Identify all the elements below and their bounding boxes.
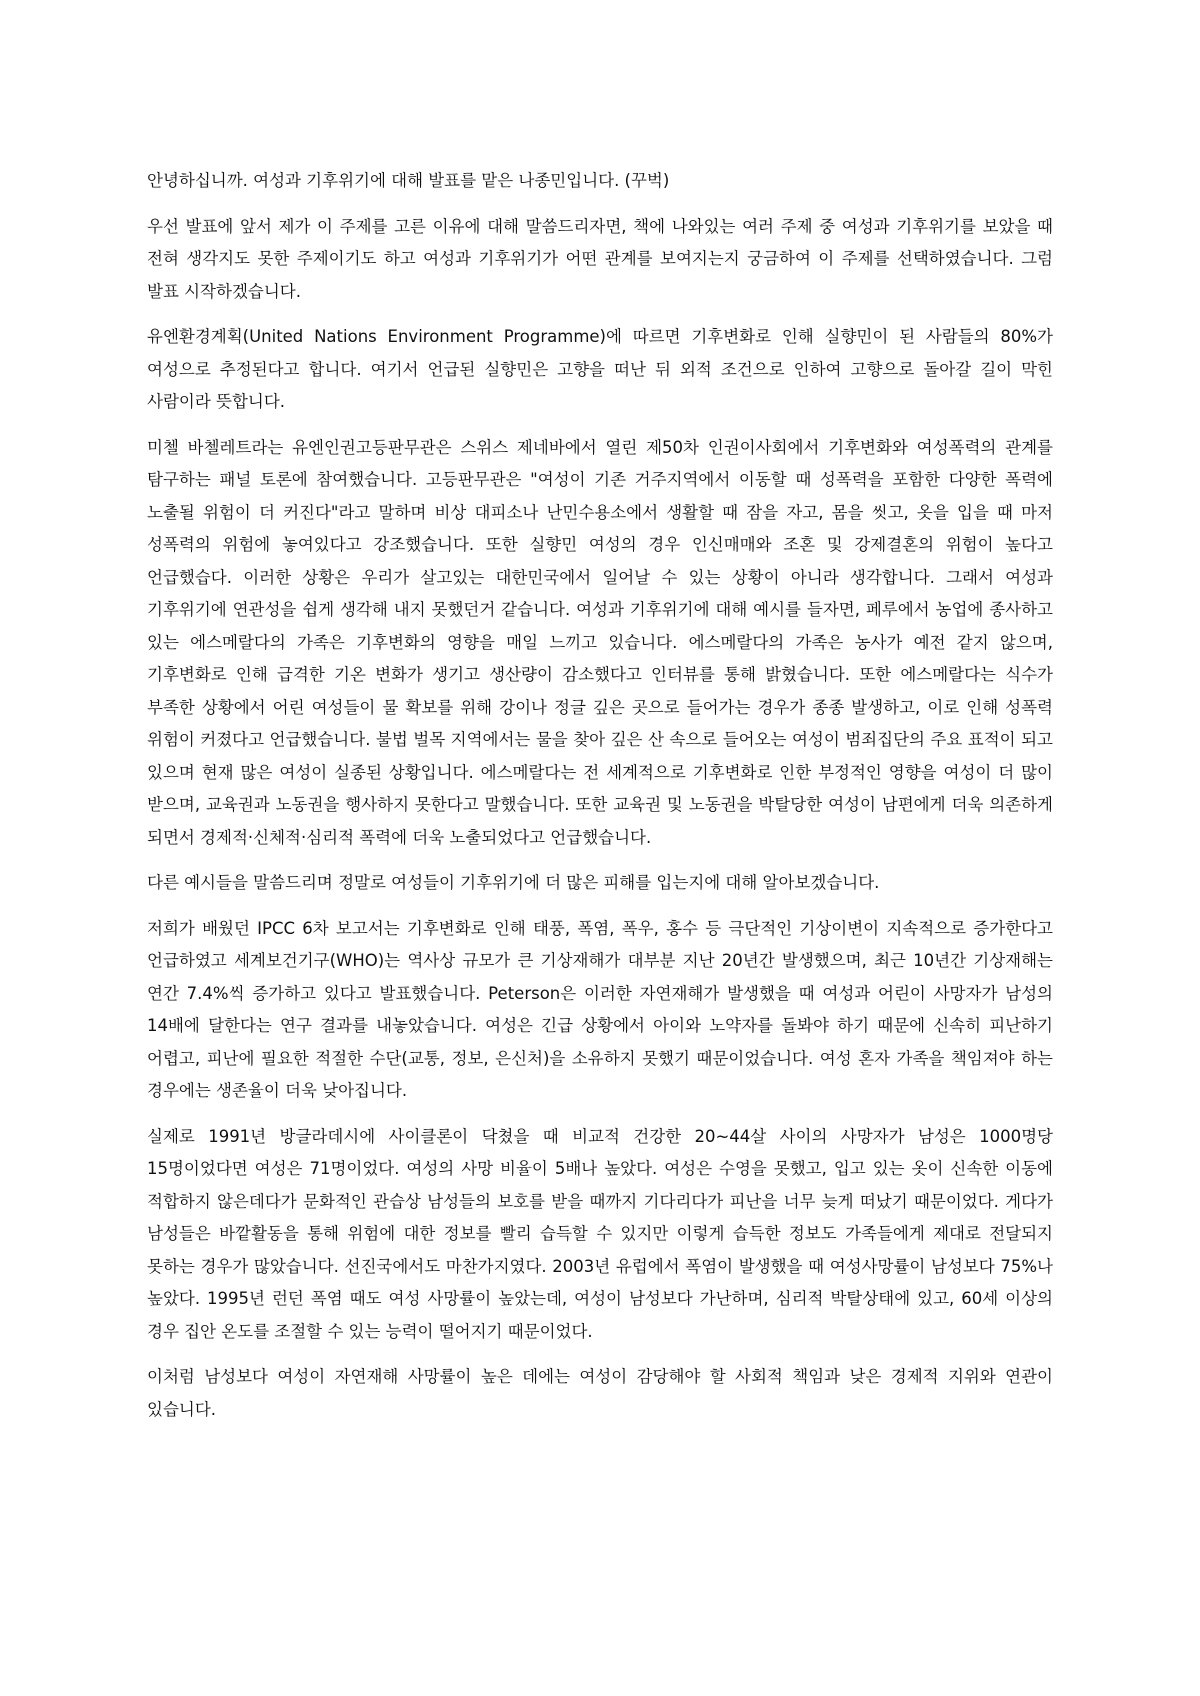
paragraph-unep-refugees: 유엔환경계획(United Nations Environment Programme)에 따르면 기후변화로 인해 실향민이 된 사람들의 80%가 여성으로 추정된다고 합니다. 여기서 언급된 실향민은 고향을 떠난 뒤 외적 조건으로 인하여 고향으로 돌아갈 길이 막힌 사람이라 뜻합니다. (147, 327, 1053, 411)
paragraph-bachelet-violence: 미첼 바첼레트라는 유엔인권고등판무관은 스위스 제네바에서 열린 제50차 인권이사회에서 기후변화와 여성폭력의 관계를 탐구하는 패널 토론에 참여했습니다. 고등판무관은 "여성이 기존 거주지역에서 이동할 때 성폭력을 포함한 다양한 폭력에 노출될 위험이 더 커진다"라고 말하며 비상 대피소나 난민수용소에서 생활할 때 잠을 자고, 몸을 씻고, 옷을 입을 때 마저 성폭력의 위험에 놓여있다고 강조했습니다. 또한 실향민 여성의 경우 인신매매와 조혼 및 강제결혼의 위험이 높다고 언급했습다. 이러한 상황은 우리가 살고있는 대한민국에서 일어날 수 있는 상황이 아니라 생각합니다. 그래서 여성과 기후위기에 연관성을 쉽게 생각해 내지 못했던거 같습니다. 여성과 기후위기에 대해 예시를 들자면, 페루에서 농업에 종사하고 있는 에스메랄다의 가족은 기후변화의 영향을 매일 느끼고 있습니다. 에스메랄다의 가족은 농사가 예전 같지 않으며, 기후변화로 인해 급격한 기온 변화가 생기고 생산량이 감소했다고 인터뷰를 통해 밝혔습니다. 또한 에스메랄다는 식수가 부족한 상황에서 어린 여성들이 물 확보를 위해 강이나 정글 깊은 곳으로 들어가는 경우가 종종 발생하고, 이로 인해 성폭력 위험이 커졌다고 언급했습니다. 불법 벌목 지역에서는 물을 찾아 깊은 산 속으로 들어오는 여성이 범죄집단의 주요 표적이 되고 있으며 현재 많은 여성이 실종된 상황입니다. 에스메랄다는 전 세계적으로 기후변화로 인한 부정적인 영향을 여성이 더 많이 받으며, 교육권과 노동권을 행사하지 못한다고 말했습니다. 또한 교육권 및 노동권을 박탈당한 여성이 남편에게 더욱 의존하게 되면서 경제적·신체적·심리적 폭력에 더욱 노출되었다고 언급했습니다. (147, 437, 1053, 847)
document-body (147, 165, 1053, 1439)
paragraph-transition: 다른 예시들을 말씀드리며 정말로 여성들이 기후위기에 더 많은 피해를 입는지에 대해 알아보겠습니다. (147, 873, 880, 892)
paragraph-ipcc-disasters: 저희가 배웠던 IPCC 6차 보고서는 기후변화로 인해 태풍, 폭염, 폭우, 홍수 등 극단적인 기상이변이 지속적으로 증가한다고 언급하였고 세계보건기구(WHO)는 역사상 규모가 큰 기상재해가 대부분 지난 20년간 발생했으며, 최근 10년간 기상재해는 연간 7.4%씩 증가하고 있다고 발표했습니다. Peterson은 이러한 자연재해가 발생했을 때 여성과 어린이 사망자가 남성의 14배에 달한다는 연구 결과를 내놓았습니다. 여성은 긴급 상황에서 아이와 노약자를 돌봐야 하기 때문에 신속히 피난하기 어렵고, 피난에 필요한 적절한 수단(교통, 정보, 은신처)을 소유하지 못했기 때문이었습니다. 여성 혼자 가족을 책임져야 하는 경우에는 생존율이 더욱 낮아집니다. (147, 918, 1053, 1100)
paragraph-bangladesh-cyclone: 실제로 1991년 방글라데시에 사이클론이 닥쳤을 때 비교적 건강한 20~44살 사이의 사망자가 남성은 1000명당 15명이었다면 여성은 71명이었다. 여성의 사망 비율이 5배나 높았다. 여성은 수영을 못했고, 입고 있는 옷이 신속한 이동에 적합하지 않은데다가 문화적인 관습상 남성들의 보호를 받을 때까지 기다리다가 피난을 너무 늦게 떠났기 때문이었다. 게다가 남성들은 바깥활동을 통해 위험에 대한 정보를 빨리 습득할 수 있지만 이렇게 습득한 정보도 가족들에게 제대로 전달되지 못하는 경우가 많았습니다. 선진국에서도 마찬가지였다. 2003년 유럽에서 폭염이 발생했을 때 여성사망률이 남성보다 75%나 높았다. 1995년 런던 폭염 때도 여성 사망률이 높았는데, 여성이 남성보다 가난하며, 심리적 박탈상태에 있고, 60세 이상의 경우 집안 온도를 조절할 수 있는 능력이 떨어지기 때문이었다. (147, 1126, 1053, 1341)
paragraph-topic-reason: 우선 발표에 앞서 제가 이 주제를 고른 이유에 대해 말씀드리자면, 책에 나와있는 여러 주제 중 여성과 기후위기를 보았을 때 전혀 생각지도 못한 주제이기도 하고 여성과 기후위기가 어떤 관계를 보여지는지 궁금하여 이 주제를 선택하였습니다. 그럼 발표 시작하겠습니다. (147, 216, 1053, 301)
paragraph-greeting: 안녕하십니까. 여성과 기후위기에 대해 발표를 맡은 나종민입니다. (꾸벅) (147, 171, 670, 190)
paragraph-conclusion: 이처럼 남성보다 여성이 자연재해 사망률이 높은 데에는 여성이 감당해야 할 사회적 책임과 낮은 경제적 지위와 연관이 있습니다. (147, 1367, 1053, 1419)
